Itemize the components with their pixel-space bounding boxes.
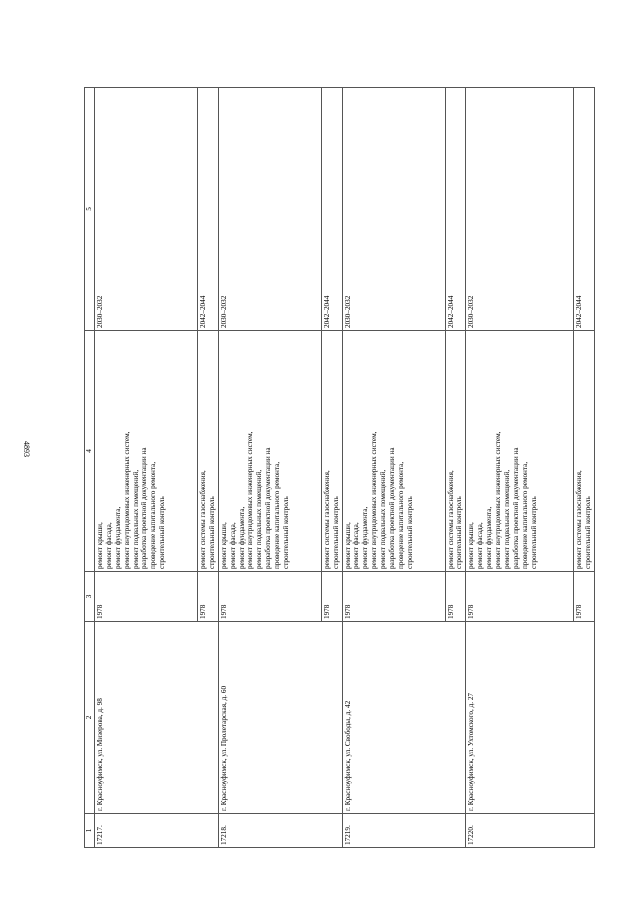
work-item: ремонт внутридомовых инженерных систем,: [494, 431, 503, 569]
address-cell: г. Красноуфимск, ул. Мизерова, д. 98: [94, 622, 218, 814]
work-item: разработка проектной документации на: [140, 447, 149, 569]
year-cell: 1978: [321, 572, 342, 622]
works-cell: [197, 331, 218, 572]
work-item: ремонт системы газоснабжения,: [198, 470, 207, 569]
works-cell: [574, 331, 595, 572]
year-cell: 1978: [466, 572, 574, 622]
work-item: разработка проектной документации на: [388, 447, 397, 569]
table-row: [466, 88, 574, 848]
year-cell: 1978: [574, 572, 595, 622]
work-item: ремонт внутридомовых инженерных систем,: [370, 431, 379, 569]
work-item: разработка проектной документации на: [264, 447, 273, 569]
entry-number: 17217.: [94, 814, 218, 848]
work-item: строительный контроль: [207, 496, 216, 569]
work-item: строительный контроль: [529, 496, 538, 569]
work-item: проведение капитального ремонта,: [396, 461, 405, 569]
year-cell: 1978: [218, 572, 321, 622]
year-cell: 1978: [445, 572, 466, 622]
period-cell: 2042–2044: [574, 88, 595, 331]
work-item: ремонт подвальных помещений,: [379, 469, 388, 569]
work-item: строительный контроль: [405, 496, 414, 569]
work-item: ремонт системы газоснабжения,: [575, 470, 584, 569]
page-number: 4893: [22, 441, 31, 457]
works-cell: [218, 331, 321, 572]
work-item: ремонт крыши,: [467, 522, 476, 569]
period-cell: 2042–2044: [321, 88, 342, 331]
work-item: строительный контроль: [282, 496, 291, 569]
works-cell: [321, 331, 342, 572]
work-item: ремонт подвальных помещений,: [131, 469, 140, 569]
work-item: ремонт подвальных помещений,: [502, 469, 511, 569]
work-item: строительный контроль: [331, 496, 340, 569]
work-item: ремонт фасада,: [228, 522, 237, 569]
address-cell: г. Красноуфимск, ул. Пролетарская, д. 60: [218, 622, 342, 814]
work-item: ремонт системы газоснабжения,: [322, 470, 331, 569]
capital-repair-table: [84, 87, 595, 848]
work-item: проведение капитального ремонта,: [520, 461, 529, 569]
work-item: проведение капитального ремонта,: [273, 461, 282, 569]
year-cell: 1978: [342, 572, 445, 622]
period-cell: 2030–2032: [218, 88, 321, 331]
period-cell: 2030–2032: [466, 88, 574, 331]
rotated-table-container: [84, 88, 600, 848]
column-header-3: 3: [85, 572, 95, 622]
column-header-5: 5: [85, 88, 95, 331]
column-header-4: 4: [85, 331, 95, 572]
period-cell: 2042–2044: [445, 88, 466, 331]
work-item: ремонт фундамента,: [113, 506, 122, 569]
works-cell: [445, 331, 466, 572]
works-cell: [94, 331, 197, 572]
work-item: строительный контроль: [455, 496, 464, 569]
table-row: [94, 88, 197, 848]
work-item: ремонт системы газоснабжения,: [446, 470, 455, 569]
work-item: ремонт фасада,: [352, 522, 361, 569]
table-row: [218, 88, 321, 848]
work-item: проведение капитального ремонта,: [149, 461, 158, 569]
period-cell: 2042–2044: [197, 88, 218, 331]
works-cell: [466, 331, 574, 572]
work-item: ремонт фасада,: [476, 522, 485, 569]
work-item: ремонт крыши,: [343, 522, 352, 569]
year-cell: 1978: [94, 572, 197, 622]
entry-number: 17219.: [342, 814, 466, 848]
column-header-1: 1: [85, 814, 95, 848]
period-cell: 2030–2032: [342, 88, 445, 331]
work-item: ремонт крыши,: [219, 522, 228, 569]
work-item: ремонт внутридомовых инженерных систем,: [122, 431, 131, 569]
address-cell: г. Красноуфимск, ул. Ухтомского, д. 27: [466, 622, 595, 814]
table-row: [342, 88, 445, 848]
work-item: строительный контроль: [584, 496, 593, 569]
work-item: ремонт внутридомовых инженерных систем,: [246, 431, 255, 569]
work-item: ремонт подвальных помещений,: [255, 469, 264, 569]
column-header-2: 2: [85, 622, 95, 814]
work-item: разработка проектной документации на: [511, 447, 520, 569]
work-item: ремонт фундамента,: [485, 506, 494, 569]
work-item: строительный контроль: [158, 496, 167, 569]
work-item: ремонт фундамента,: [237, 506, 246, 569]
work-item: ремонт фасада,: [104, 522, 113, 569]
period-cell: 2030–2032: [94, 88, 197, 331]
work-item: ремонт крыши,: [95, 522, 104, 569]
entry-number: 17220.: [466, 814, 595, 848]
year-cell: 1978: [197, 572, 218, 622]
address-cell: г. Красноуфимск, ул. Свободы, д. 42: [342, 622, 466, 814]
entry-number: 17218.: [218, 814, 342, 848]
work-item: ремонт фундамента,: [361, 506, 370, 569]
works-cell: [342, 331, 445, 572]
table-header-row: [85, 88, 95, 848]
